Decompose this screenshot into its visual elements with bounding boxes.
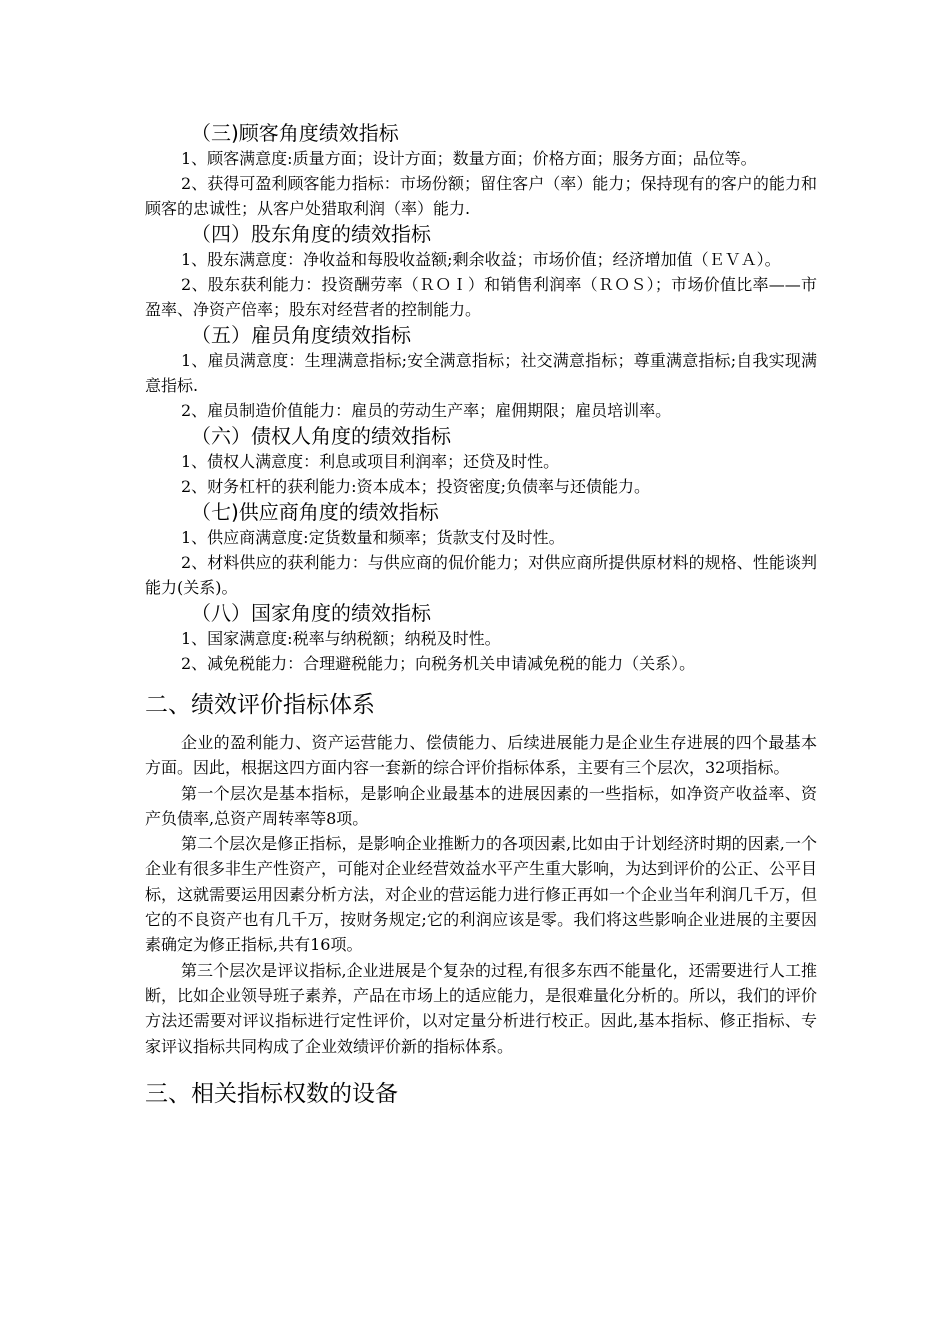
section-title: 三、相关指标权数的设备 bbox=[145, 1080, 398, 1107]
subsection-title: （八）国家角度的绩效指标 bbox=[191, 601, 431, 625]
subsection-creditor bbox=[145, 423, 817, 499]
list-item: 2、股东获利能力：投资酬劳率（ＲＯＩ）和销售利润率（ＲＯＳ）；市场价值比率——市盈率、净资产倍率；股东对经营者的控制能力。 bbox=[145, 275, 817, 319]
list-item: 1、供应商满意度:定货数量和频率；货款支付及时性。 bbox=[181, 528, 565, 547]
section-evaluation-system bbox=[145, 690, 817, 1059]
list-item: 2、获得可盈利顾客能力指标：市场份额；留住客户（率）能力；保持现有的客户的能力和顾客的忠诚性；从客户处猎取利润（率）能力. bbox=[145, 174, 817, 218]
document-page bbox=[145, 120, 817, 1119]
list-item: 1、国家满意度:税率与纳税额；纳税及时性。 bbox=[181, 629, 501, 648]
subsection-supplier bbox=[145, 499, 817, 600]
list-item: 1、雇员满意度：生理满意指标;安全满意指标；社交满意指标；尊重满意指标;自我实现满意指标. bbox=[145, 351, 817, 395]
list-item: 2、财务杠杆的获利能力:资本成本；投资密度;负债率与还债能力。 bbox=[181, 477, 650, 496]
list-item: 1、债权人满意度：利息或项目利润率；还贷及时性。 bbox=[181, 452, 560, 471]
subsection-title: （七)供应商角度的绩效指标 bbox=[191, 500, 439, 524]
list-item: 2、减免税能力：合理避税能力；向税务机关申请减免税的能力（关系）。 bbox=[181, 654, 696, 673]
subsection-title: （六）债权人角度的绩效指标 bbox=[191, 424, 451, 448]
list-item: 2、雇员制造价值能力：雇员的劳动生产率；雇佣期限；雇员培训率。 bbox=[181, 401, 672, 420]
subsection-employee bbox=[145, 322, 817, 423]
paragraph: 第三个层次是评议指标,企业进展是个复杂的过程,有很多东西不能量化，还需要进行人工推断，比如企业领导班子素养，产品在市场上的适应能力，是很难量化分析的。所以，我们的评价方法还需要对评议指标进行定性评价，以对定量分析进行校正。因此,基本指标、修正指标、专家评议指标共同构成了企业效绩评价新的指标体系。 bbox=[145, 960, 818, 1056]
section-weights bbox=[145, 1079, 817, 1109]
list-item: 1、股东满意度：净收益和每股收益额;剩余收益；市场价值；经济增加值（ＥＶＡ）。 bbox=[181, 250, 781, 269]
paragraph: 第二个层次是修正指标，是影响企业推断力的各项因素,比如由于计划经济时期的因素,一个企业有很多非生产性资产，可能对企业经营效益水平产生重大影响，为达到评价的公正、公平目标，这就需要运用因素分析方法，对企业的营运能力进行修正再如一个企业当年利润几千万，但它的不良资产也有几千万，按财务规定;它的利润应该是零。我们将这些影响企业进展的主要因素确定为修正指标,共有16项。 bbox=[145, 834, 818, 955]
paragraph: 第一个层次是基本指标，是影响企业最基本的进展因素的一些指标，如净资产收益率、资产负债率,总资产周转率等8项。 bbox=[145, 783, 817, 828]
paragraph: 企业的盈利能力、资产运营能力、偿债能力、后续进展能力是企业生存进展的四个最基本方面。因此，根据这四方面内容一套新的综合评价指标体系，主要有三个层次，32项指标。 bbox=[145, 733, 817, 778]
subsection-title: （三)顾客角度绩效指标 bbox=[191, 121, 399, 145]
subsection-title: （五）雇员角度绩效指标 bbox=[191, 323, 411, 347]
subsection-customer bbox=[145, 120, 817, 221]
subsection-title: （四）股东角度的绩效指标 bbox=[191, 222, 431, 246]
subsection-shareholder bbox=[145, 221, 817, 322]
list-item: 2、材料供应的获利能力：与供应商的侃价能力；对供应商所提供原材料的规格、性能谈判能力(关系)。 bbox=[145, 553, 817, 597]
list-item: 1、顾客满意度:质量方面；设计方面；数量方面；价格方面；服务方面；品位等。 bbox=[181, 149, 757, 168]
section-title: 二、绩效评价指标体系 bbox=[145, 692, 375, 718]
subsection-state bbox=[145, 600, 817, 676]
